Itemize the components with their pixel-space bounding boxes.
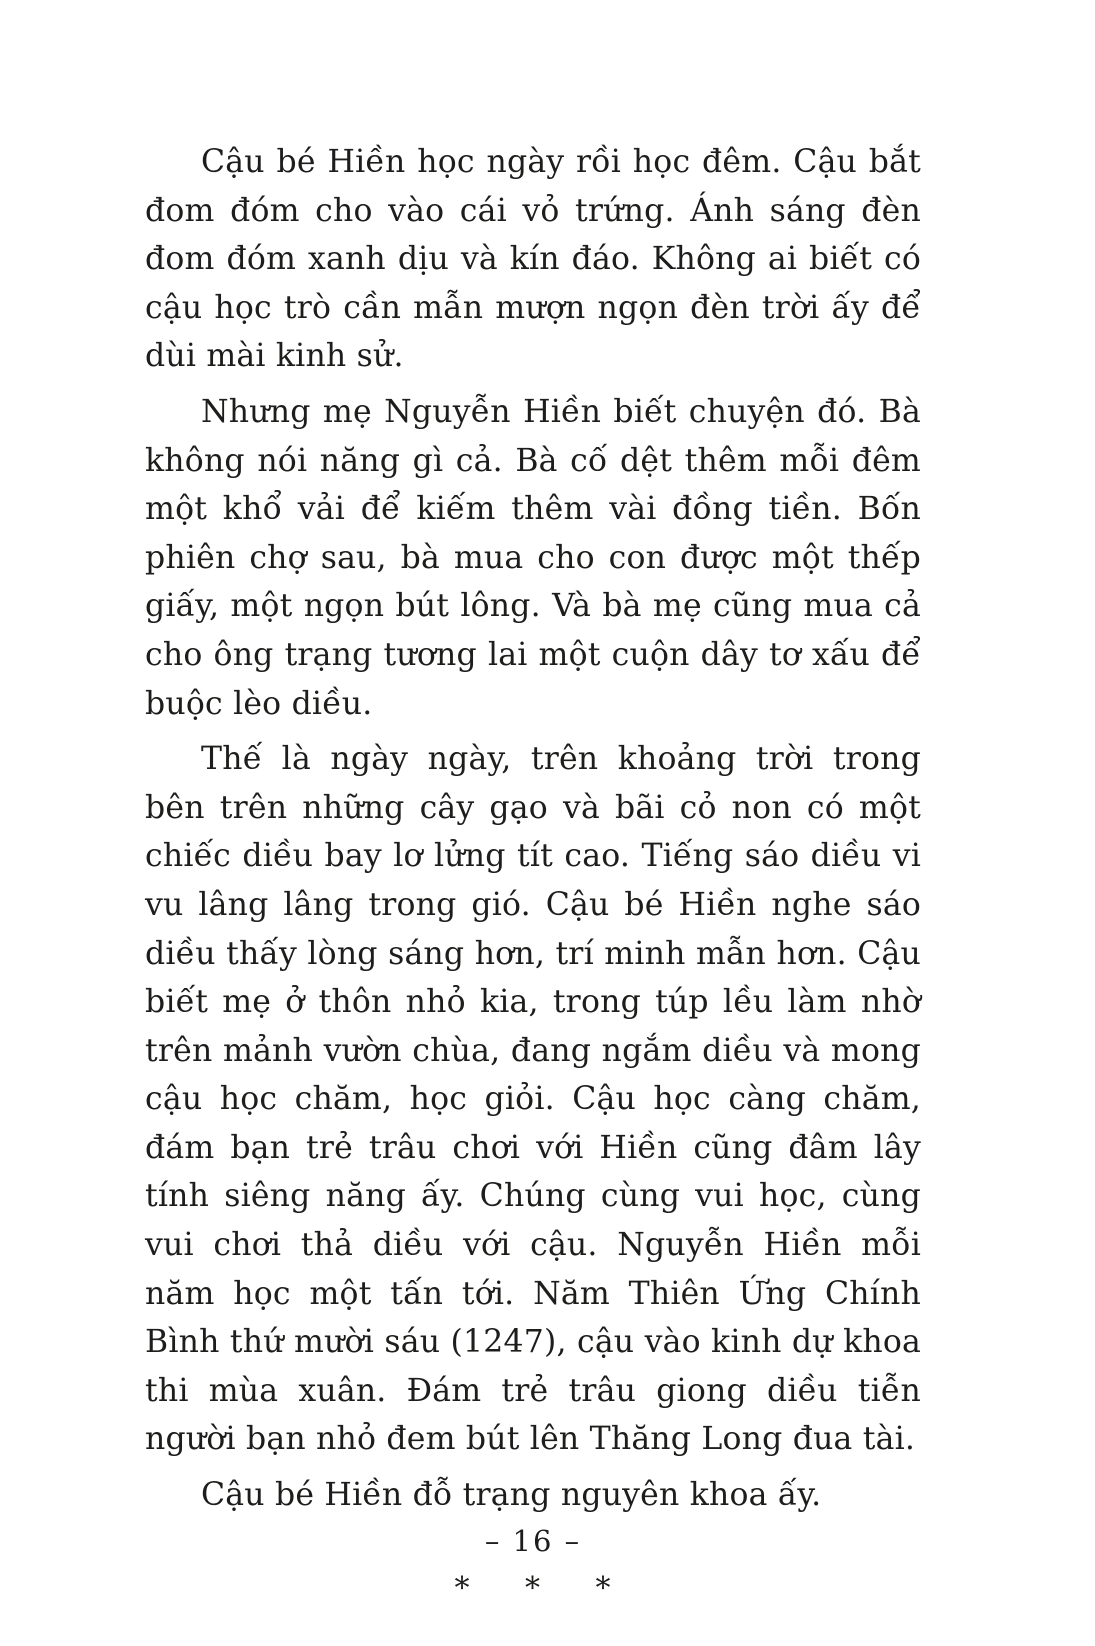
paragraph: Thế là ngày ngày, trên khoảng trời trong bên trên những cây gạo và bãi cỏ non có một chiếc diều bay lơ lửng tít cao. Tiếng sáo diều vi vu lâng lâng trong gió. Cậu bé Hiền nghe sáo diều thấy lòng sáng hơn, trí minh mẫn hơn. Cậu biết mẹ ở thôn nhỏ kia, trong túp lều làm nhờ trên mảnh vườn chùa, đang ngắm diều và mong cậu học chăm, học giỏi. Cậu học càng chăm, đám bạn trẻ trâu chơi với Hiền cũng đâm lây tính siêng năng ấy. Chúng cùng vui học, cùng vui chơi thả diều với cậu. Nguyễn Hiền mỗi năm học một tấn tới. Năm Thiên Ứng Chính Bình thứ mười sáu (1247), cậu vào kinh dự khoa thi mùa xuân. Đám trẻ trâu giong diều tiễn người bạn nhỏ đem bút lên Thăng Long đua tài. <box>145 741 921 1458</box>
text-column <box>145 138 921 1604</box>
paragraph: Cậu bé Hiền học ngày rồi học đêm. Cậu bắt đom đóm cho vào cái vỏ trứng. Ánh sáng đèn đom đóm xanh dịu và kín đáo. Không ai biết có cậu học trò cần mẫn mượn ngọn đèn trời ấy để dùi mài kinh sử. <box>145 144 921 375</box>
paragraph: Cậu bé Hiền đỗ trạng nguyên khoa ấy. <box>201 1477 822 1514</box>
page-number: – 16 – <box>484 1524 582 1558</box>
paragraph: Nhưng mẹ Nguyễn Hiền biết chuyện đó. Bà không nói năng gì cả. Bà cố dệt thêm mỗi đêm một khổ vải để kiếm thêm vài đồng tiền. Bốn phiên chợ sau, bà mua cho con được một thếp giấy, một ngọn bút lông. Và bà mẹ cũng mua cả cho ông trạng tương lai một cuộn dây tơ xấu để buộc lèo diều. <box>145 393 921 722</box>
section-separator: * * * <box>454 1570 612 1606</box>
